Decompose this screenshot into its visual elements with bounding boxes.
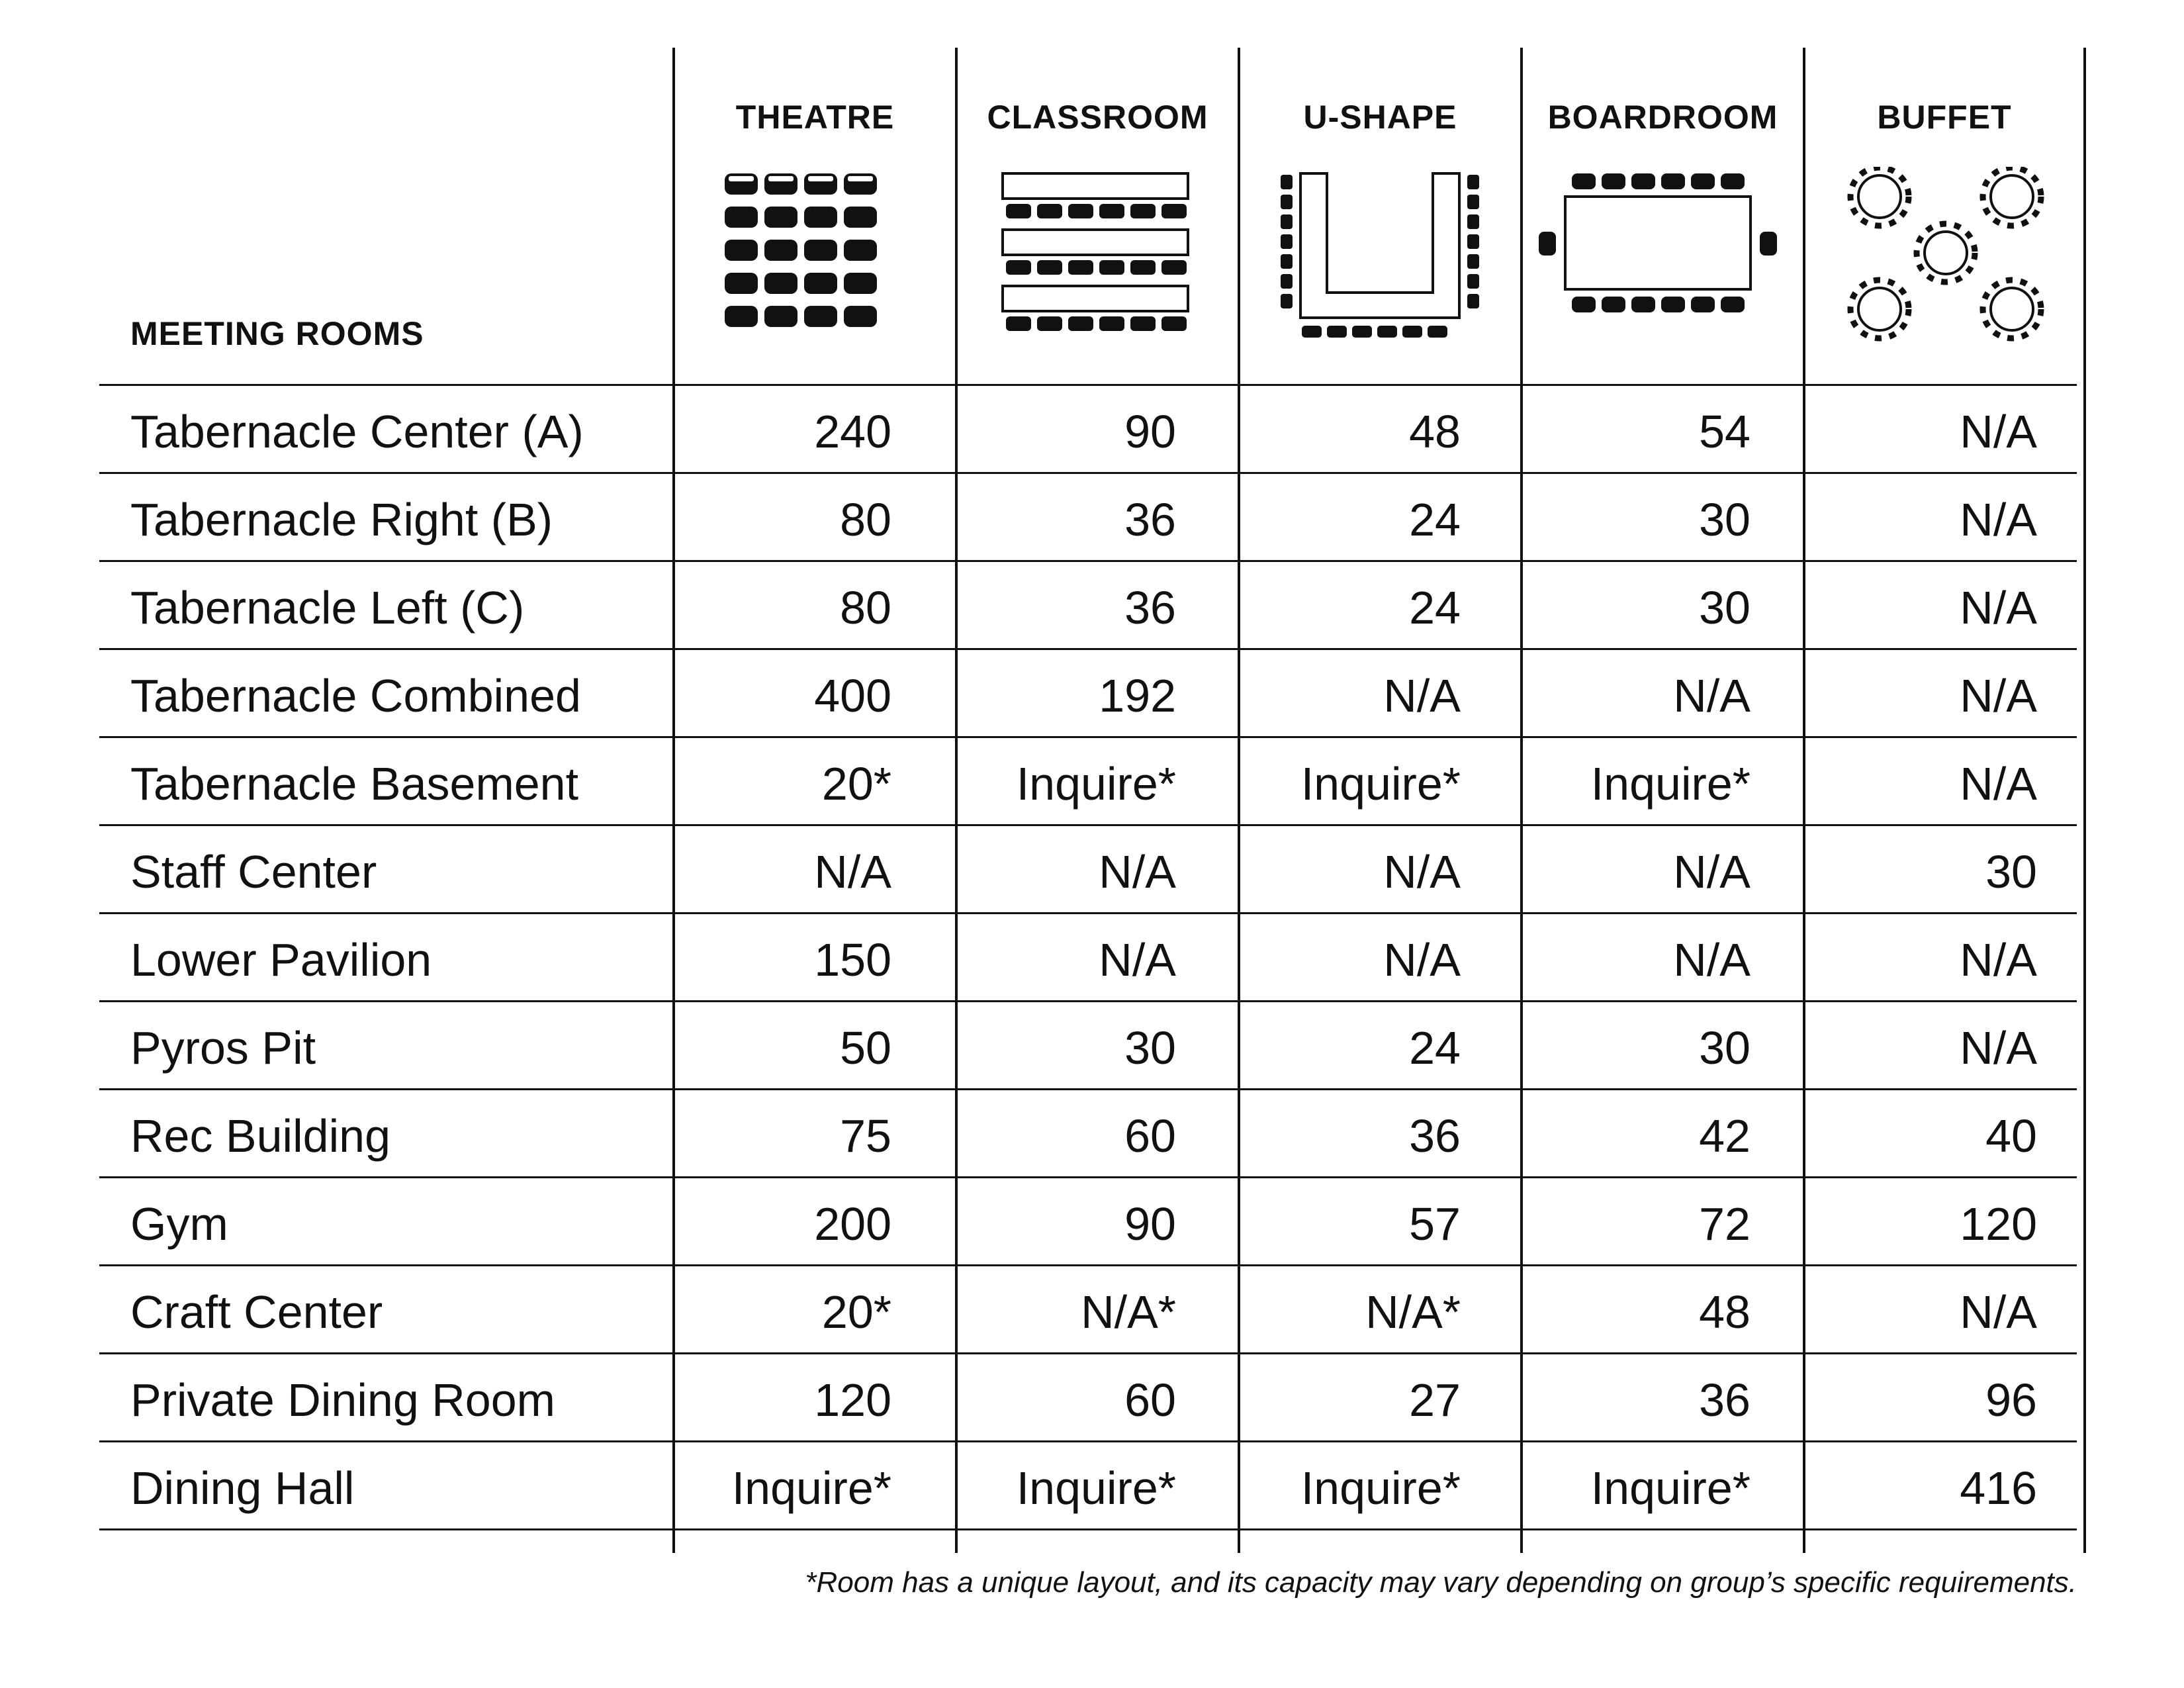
boardroom-seating-icon — [1532, 167, 1784, 346]
capacity-theatre: 120 — [814, 1374, 891, 1426]
capacity-u-shape: 24 — [1409, 494, 1461, 545]
capacity-buffet: 40 — [1985, 1110, 2037, 1162]
capacity-boardroom: 54 — [1699, 406, 1751, 457]
buffet-seating-icon — [1843, 167, 2048, 359]
capacity-u-shape: N/A — [1383, 934, 1461, 986]
capacity-u-shape: 36 — [1409, 1110, 1461, 1162]
capacity-u-shape: N/A* — [1365, 1286, 1461, 1338]
room-name: Lower Pavilion — [130, 934, 432, 986]
column-divider — [1803, 48, 1805, 1553]
capacity-boardroom: 36 — [1699, 1374, 1751, 1426]
capacity-u-shape: Inquire* — [1300, 1462, 1461, 1514]
capacity-buffet: N/A — [1960, 1286, 2037, 1338]
room-name: Staff Center — [130, 846, 377, 898]
capacity-u-shape: 48 — [1409, 406, 1461, 457]
capacity-theatre: 200 — [814, 1198, 891, 1250]
capacity-classroom: N/A* — [1081, 1286, 1176, 1338]
capacity-boardroom: N/A — [1673, 670, 1751, 722]
row-divider — [99, 824, 2077, 826]
column-header-buffet: BUFFET — [1877, 99, 2012, 136]
room-name: Private Dining Room — [130, 1374, 555, 1426]
column-header-u-shape: U-SHAPE — [1303, 99, 1457, 136]
capacity-boardroom: 30 — [1699, 494, 1751, 545]
capacity-boardroom: 30 — [1699, 582, 1751, 633]
capacity-u-shape: 24 — [1409, 1022, 1461, 1074]
capacity-boardroom: N/A — [1673, 846, 1751, 898]
capacity-boardroom: Inquire* — [1590, 1462, 1751, 1514]
capacity-boardroom: 48 — [1699, 1286, 1751, 1338]
capacity-u-shape: N/A — [1383, 670, 1461, 722]
capacity-classroom: 36 — [1124, 494, 1176, 545]
room-name: Pyros Pit — [130, 1022, 316, 1074]
capacity-buffet: N/A — [1960, 582, 2037, 633]
capacity-theatre: 80 — [840, 582, 891, 633]
column-divider — [955, 48, 958, 1553]
capacity-buffet: N/A — [1960, 934, 2037, 986]
capacity-theatre: N/A — [814, 846, 891, 898]
footnote: *Room has a unique layout, and its capacity may vary depending on group’s specific requirements. — [805, 1566, 2077, 1599]
column-header-boardroom: BOARDROOM — [1547, 99, 1778, 136]
column-divider — [672, 48, 675, 1553]
meeting-rooms-header: MEETING ROOMS — [130, 315, 424, 352]
row-divider — [99, 648, 2077, 650]
column-divider — [1238, 48, 1240, 1553]
capacity-u-shape: 24 — [1409, 582, 1461, 633]
capacity-classroom: 90 — [1124, 406, 1176, 457]
capacity-buffet: N/A — [1960, 1022, 2037, 1074]
room-name: Dining Hall — [130, 1462, 355, 1514]
header-divider — [99, 384, 2077, 386]
row-divider — [99, 472, 2077, 474]
capacity-theatre: 400 — [814, 670, 891, 722]
capacity-classroom: 192 — [1099, 670, 1176, 722]
row-divider — [99, 912, 2077, 914]
capacity-boardroom: N/A — [1673, 934, 1751, 986]
capacity-classroom: N/A — [1099, 846, 1176, 898]
column-divider — [2083, 48, 2086, 1553]
capacity-boardroom: 30 — [1699, 1022, 1751, 1074]
room-name: Rec Building — [130, 1110, 390, 1162]
row-divider — [99, 1528, 2077, 1530]
u-shape-seating-icon — [1274, 167, 1486, 346]
capacity-classroom: 36 — [1124, 582, 1176, 633]
row-divider — [99, 1440, 2077, 1442]
capacity-theatre: 240 — [814, 406, 891, 457]
row-divider — [99, 1176, 2077, 1178]
room-name: Gym — [130, 1198, 228, 1250]
capacity-u-shape: 27 — [1409, 1374, 1461, 1426]
room-name: Tabernacle Left (C) — [130, 582, 525, 633]
column-divider — [1520, 48, 1523, 1553]
column-header-theatre: THEATRE — [735, 99, 895, 136]
capacity-buffet: N/A — [1960, 494, 2037, 545]
room-name: Tabernacle Center (A) — [130, 406, 584, 457]
row-divider — [99, 736, 2077, 738]
room-name: Tabernacle Right (B) — [130, 494, 553, 545]
row-divider — [99, 1000, 2077, 1002]
capacity-classroom: 90 — [1124, 1198, 1176, 1250]
capacity-classroom: 60 — [1124, 1110, 1176, 1162]
capacity-u-shape: N/A — [1383, 846, 1461, 898]
capacity-classroom: N/A — [1099, 934, 1176, 986]
row-divider — [99, 1352, 2077, 1354]
row-divider — [99, 560, 2077, 562]
capacity-theatre: 80 — [840, 494, 891, 545]
column-header-classroom: CLASSROOM — [987, 99, 1208, 136]
capacity-theatre: 20* — [821, 1286, 891, 1338]
capacity-buffet: N/A — [1960, 670, 2037, 722]
room-name: Tabernacle Combined — [130, 670, 581, 722]
capacity-boardroom: Inquire* — [1590, 758, 1751, 810]
capacity-u-shape: 57 — [1409, 1198, 1461, 1250]
row-divider — [99, 1264, 2077, 1266]
capacity-theatre: Inquire* — [731, 1462, 891, 1514]
row-divider — [99, 1088, 2077, 1090]
capacity-theatre: 50 — [840, 1022, 891, 1074]
capacity-u-shape: Inquire* — [1300, 758, 1461, 810]
theatre-seating-icon — [718, 167, 897, 346]
room-name: Tabernacle Basement — [130, 758, 579, 810]
capacity-buffet: N/A — [1960, 406, 2037, 457]
capacity-classroom: Inquire* — [1016, 1462, 1176, 1514]
capacity-classroom: 60 — [1124, 1374, 1176, 1426]
capacity-buffet: N/A — [1960, 758, 2037, 810]
capacity-buffet: 30 — [1985, 846, 2037, 898]
capacity-theatre: 20* — [821, 758, 891, 810]
capacity-classroom: 30 — [1124, 1022, 1176, 1074]
room-name: Craft Center — [130, 1286, 383, 1338]
capacity-boardroom: 42 — [1699, 1110, 1751, 1162]
capacity-buffet: 96 — [1985, 1374, 2037, 1426]
capacity-buffet: 416 — [1960, 1462, 2037, 1514]
capacity-classroom: Inquire* — [1016, 758, 1176, 810]
capacity-theatre: 75 — [840, 1110, 891, 1162]
capacity-theatre: 150 — [814, 934, 891, 986]
capacity-boardroom: 72 — [1699, 1198, 1751, 1250]
capacity-buffet: 120 — [1960, 1198, 2037, 1250]
classroom-seating-icon — [996, 167, 1195, 346]
